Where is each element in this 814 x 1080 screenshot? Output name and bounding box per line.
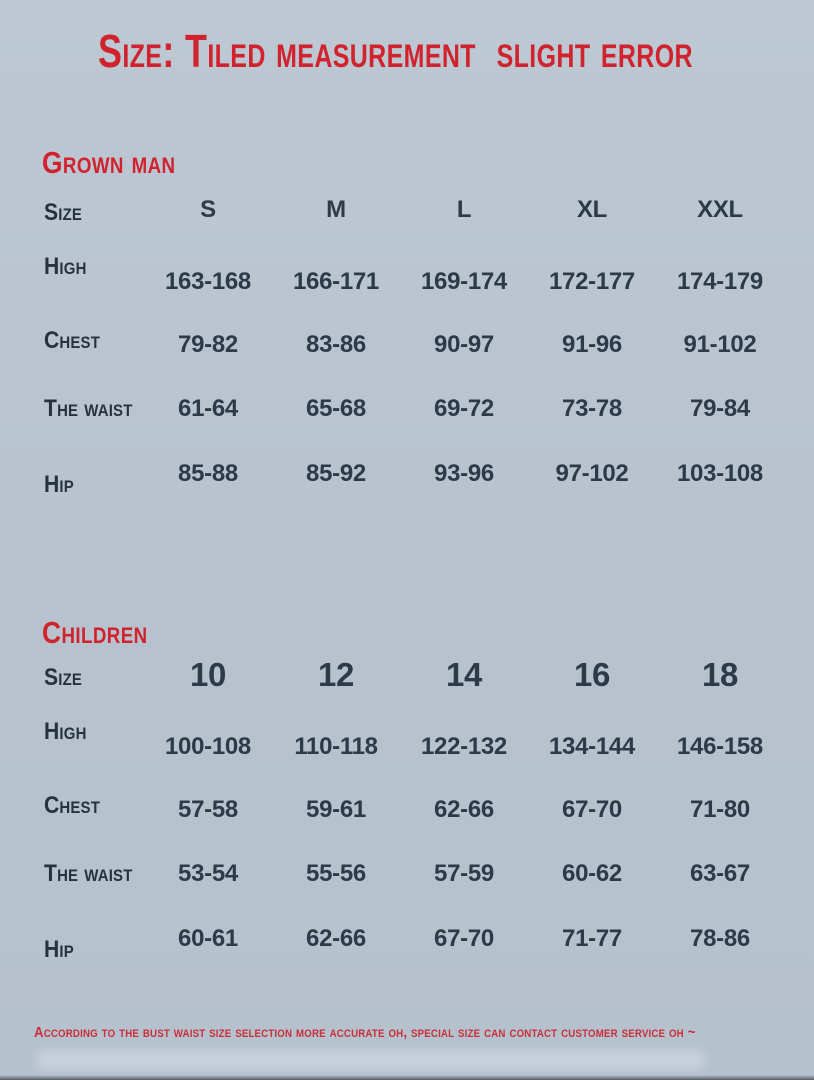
measurement-value: 91-102 — [683, 331, 757, 358]
table-row-hip — [44, 908, 784, 976]
measurement-value: 110-118 — [294, 733, 378, 760]
measurement-value: 100-108 — [165, 733, 251, 760]
measurement-value: 85-88 — [178, 460, 238, 487]
measurement-value: 61-64 — [178, 395, 238, 422]
measurement-value: 79-84 — [690, 395, 750, 422]
row-label-waist: The waist — [44, 395, 133, 422]
size-header-value: 18 — [701, 656, 739, 693]
row-label-hip: Hip — [44, 471, 74, 498]
size-header-value: M — [326, 196, 346, 223]
measurement-value: 67-70 — [562, 796, 622, 823]
size-header-value: 14 — [445, 656, 483, 693]
measurement-value: 146-158 — [677, 733, 763, 760]
blurred-watermark-band — [36, 1050, 706, 1070]
size-header-value: XXL — [697, 196, 743, 223]
measurement-value: 79-82 — [178, 331, 238, 358]
row-label-size: Size — [44, 199, 83, 226]
table-row-high — [44, 239, 784, 307]
measurement-value: 78-86 — [690, 925, 750, 952]
table-row-chest — [44, 307, 784, 375]
table-row-waist — [44, 375, 784, 443]
size-header-value: 12 — [317, 656, 355, 693]
measurement-value: 60-61 — [178, 925, 238, 952]
table-row-high — [44, 704, 784, 772]
measurement-value: 62-66 — [434, 796, 494, 823]
measurement-value: 83-86 — [306, 331, 366, 358]
measurement-value: 174-179 — [677, 268, 763, 295]
row-label-high: High — [44, 718, 87, 745]
size-header-value: L — [456, 196, 472, 223]
page-title: Size: Tiled measurement slight error — [98, 25, 693, 77]
measurement-value: 85-92 — [306, 460, 366, 487]
measurement-value: 62-66 — [306, 925, 366, 952]
table-row-hip — [44, 443, 784, 511]
row-label-high: High — [44, 253, 87, 280]
measurement-value: 122-132 — [421, 733, 507, 760]
row-label-chest: Chest — [44, 792, 101, 819]
table-row-size — [44, 181, 784, 239]
grown-man-table — [0, 181, 814, 511]
measurement-value: 134-144 — [549, 733, 635, 760]
measurement-value: 93-96 — [434, 460, 494, 487]
measurement-value: 166-171 — [293, 268, 379, 295]
table-row-chest — [44, 772, 784, 840]
measurement-value: 67-70 — [434, 925, 494, 952]
measurement-value: 73-78 — [562, 395, 622, 422]
measurement-value: 60-62 — [562, 860, 622, 887]
size-header-value: 10 — [189, 656, 227, 693]
grown-man-heading: Grown man — [42, 145, 176, 180]
children-table — [0, 646, 814, 976]
measurement-value: 91-96 — [562, 331, 622, 358]
measurement-value: 163-168 — [165, 268, 251, 295]
measurement-value: 172-177 — [549, 268, 635, 295]
bottom-edge-shadow — [0, 1075, 814, 1080]
measurement-value: 55-56 — [306, 860, 366, 887]
size-header-value: 16 — [573, 656, 611, 693]
table-row-waist — [44, 840, 784, 908]
row-label-hip: Hip — [44, 936, 74, 963]
measurement-value: 169-174 — [421, 268, 507, 295]
row-label-waist: The waist — [44, 860, 133, 887]
measurement-value: 53-54 — [178, 860, 238, 887]
measurement-value: 103-108 — [677, 460, 763, 487]
footnote-text: According to the bust waist size selection more accurate oh, special size can contact customer service oh ~ — [34, 1024, 696, 1041]
measurement-value: 59-61 — [306, 796, 366, 823]
measurement-value: 69-72 — [434, 395, 494, 422]
size-header-value: XL — [576, 196, 608, 223]
measurement-value: 63-67 — [690, 860, 750, 887]
row-label-chest: Chest — [44, 327, 101, 354]
row-label-size: Size — [44, 664, 83, 691]
measurement-value: 71-80 — [690, 796, 750, 823]
table-row-size — [44, 646, 784, 704]
measurement-value: 71-77 — [562, 925, 622, 952]
measurement-value: 57-58 — [178, 796, 238, 823]
measurement-value: 97-102 — [555, 460, 629, 487]
children-heading: Children — [42, 615, 148, 650]
measurement-value: 90-97 — [434, 331, 494, 358]
measurement-value: 65-68 — [306, 395, 366, 422]
measurement-value: 57-59 — [434, 860, 494, 887]
size-header-value: S — [200, 196, 216, 223]
